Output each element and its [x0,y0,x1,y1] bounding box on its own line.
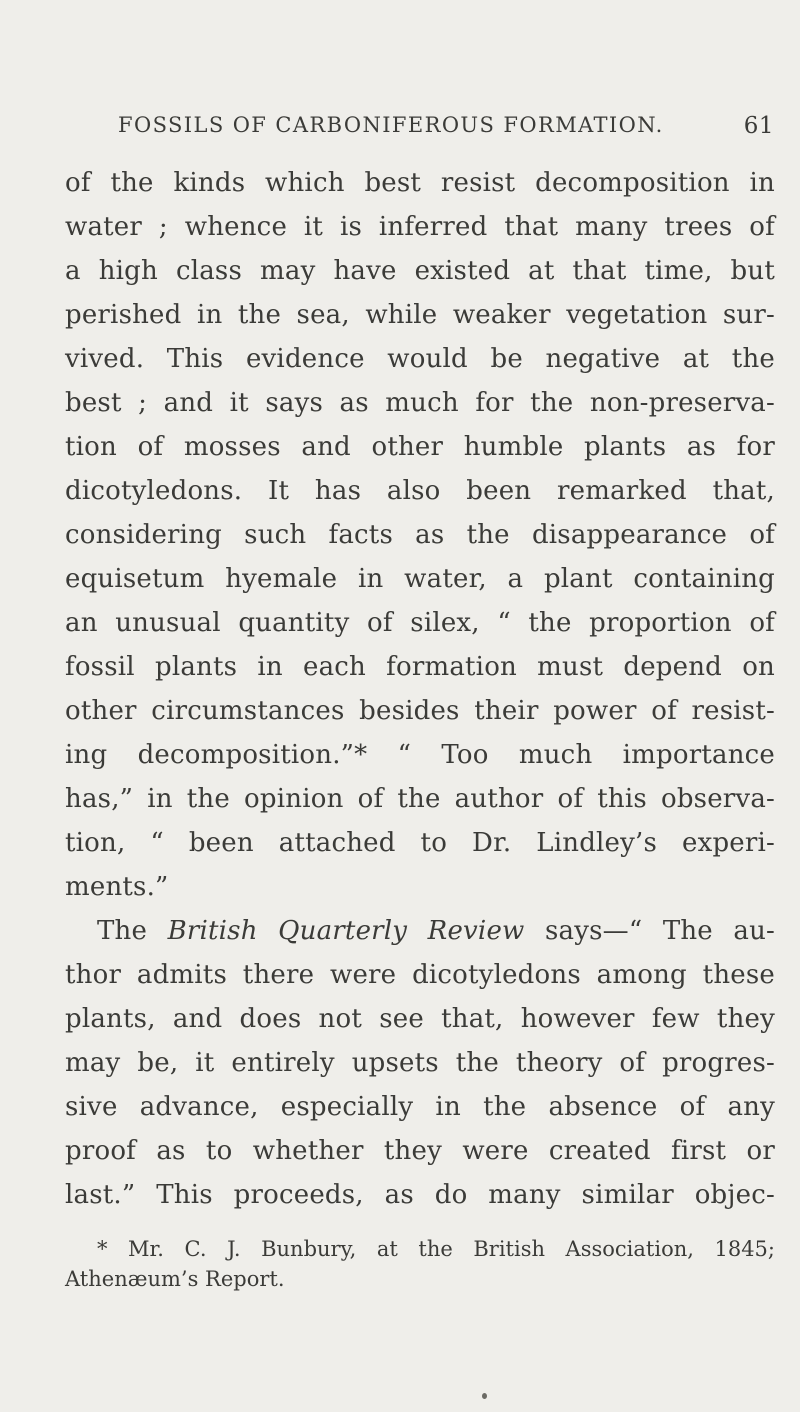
text-line: dicotyledons. It has also been remarked that, [65,476,775,506]
text-line: sive advance, especially in the absence of any [65,1092,775,1122]
footnote-line: * Mr. C. J. Bunbury, at the British Association, 1845; [97,1237,775,1261]
header-title: FOSSILS OF CARBONIFEROUS FORMATION. [118,113,664,137]
text-line: ing decomposition.”* “ Too much importance [65,740,775,770]
text-line: best ; and it says as much for the non-preserva- [65,388,775,418]
text-line: fossil plants in each formation must depend on [65,652,775,682]
ink-speck [482,1393,487,1399]
text-line: last.” This proceeds, as do many similar objec- [65,1180,775,1210]
text-line: vived. This evidence would be negative at the [65,344,775,374]
text-run: says—“ The au- [524,916,776,946]
text-line: ments.” [65,872,169,902]
text-line: of the kinds which best resist decomposition in [65,168,775,198]
text-line: may be, it entirely upsets the theory of progres- [65,1048,775,1078]
italic-title: British Quarterly Review [167,916,525,946]
text-line: tion of mosses and other humble plants as for [65,432,775,462]
text-run: The [97,916,168,946]
text-line: plants, and does not see that, however few they [65,1004,775,1034]
text-line: other circumstances besides their power of resist- [65,696,775,726]
text-line: tion, “ been attached to Dr. Lindley’s experi- [65,828,775,858]
footnote-line: Athenæum’s Report. [65,1267,285,1291]
page-number: 61 [743,113,774,139]
text-line: water ; whence it is inferred that many trees of [65,212,775,242]
text-line: an unusual quantity of silex, “ the proportion of [65,608,775,638]
text-line: thor admits there were dicotyledons among these [65,960,775,990]
text-line: considering such facts as the disappearance of [65,520,775,550]
running-header [118,113,774,137]
text-line: equisetum hyemale in water, a plant containing [65,564,775,594]
text-line: a high class may have existed at that time, but [65,256,775,286]
paragraph-start-line [97,916,775,946]
text-line: has,” in the opinion of the author of this observa- [65,784,775,814]
text-line: proof as to whether they were created first or [65,1136,775,1166]
text-line: perished in the sea, while weaker vegetation sur- [65,300,775,330]
